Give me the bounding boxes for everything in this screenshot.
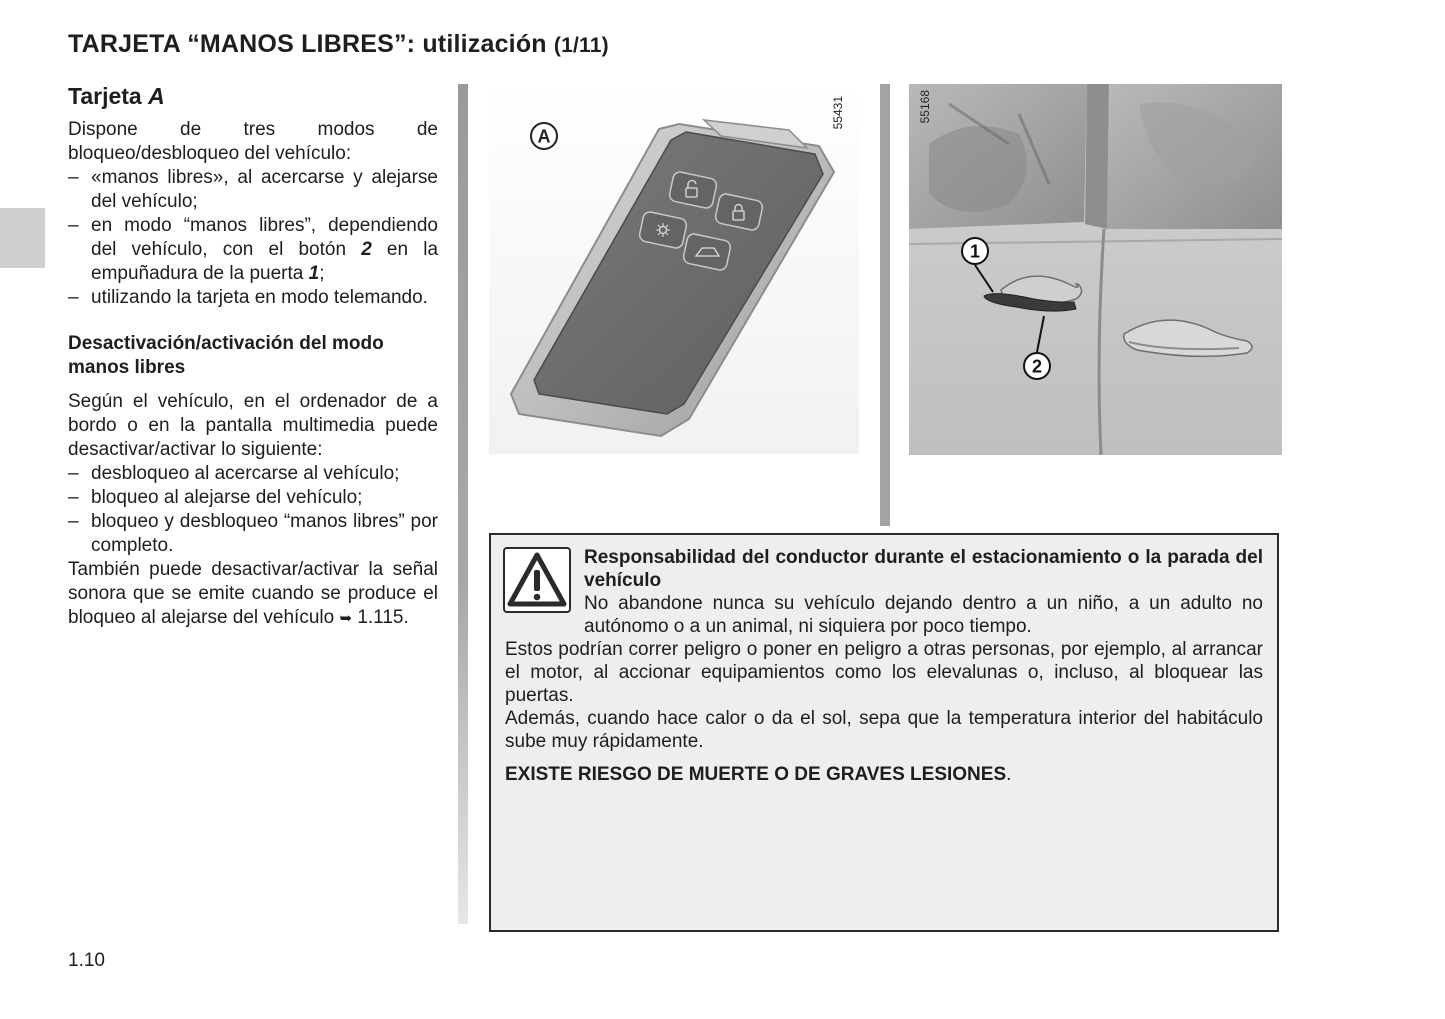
card-illustration (489, 84, 859, 454)
figure-code: 55431 (831, 96, 845, 130)
list-item: – en modo “manos libres”, dependiendo del vehículo, con el botón 2 en la empuñadura de la puerta 1; (68, 215, 439, 284)
callout-1: 1 (969, 241, 981, 262)
page-title-main: TARJETA “MANOS LIBRES”: utilización (68, 30, 547, 58)
subheading: Desactivación/activación del modo manos libres (68, 333, 384, 378)
card-heading: Tarjeta A (68, 83, 165, 109)
callout-a: A (537, 126, 551, 147)
section-tab (0, 208, 45, 268)
warning-text: Estos podrían correr peligro o poner en peligro a otras personas, por ejemplo, al arrancar el motor, al accionar equipamientos como los elevalunas o, incluso, al bloquear las puertas. (505, 639, 1263, 706)
options-list (68, 462, 438, 558)
warning-text: No abandone nunca su vehículo dejando dentro a un niño, a un adulto no autónomo o a un animal, ni siquiera por poco tiempo. (584, 593, 1263, 637)
list-item: – desbloqueo al acercarse al vehículo; (68, 463, 400, 484)
modes-list (68, 166, 438, 310)
body-paragraph-2: También puede desactivar/activar la señal sonora que se emite cuando se produce el bloqueo al alejarse del vehículo ➥ 1.115. (68, 559, 438, 628)
callout-2: 2 (1031, 356, 1043, 377)
warning-text: Además, cuando hace calor o da el sol, sepa que la temperatura interior del habitáculo sube muy rápidamente. (505, 708, 1263, 752)
left-column (68, 82, 438, 631)
warning-icon (503, 547, 571, 613)
page-reference: 1.115. (352, 607, 409, 628)
door-handle-illustration (909, 84, 1282, 455)
warning-final: EXISTE RIESGO DE MUERTE O DE GRAVES LESIONES. (505, 764, 1012, 785)
column-divider (458, 84, 468, 924)
list-item: – «manos libres», al acercarse y alejarse del vehículo; (68, 167, 438, 212)
page-number: 1.10 (68, 950, 105, 971)
list-item: – utilizando la tarjeta en modo telemando. (68, 287, 428, 308)
intro-text: Dispone de tres modos de bloqueo/desbloqueo del vehículo: (68, 119, 438, 164)
body-paragraph: Según el vehículo, en el ordenador de a bordo o en la pantalla multimedia puede desactivar/activar lo siguiente: (68, 391, 438, 460)
figure-code: 55168 (918, 90, 932, 124)
warning-box (489, 533, 1279, 932)
list-item: – bloqueo y desbloqueo “manos libres” por completo. (68, 511, 438, 556)
warning-heading: Responsabilidad del conductor durante el estacionamiento o la parada del vehículo (584, 547, 1263, 591)
page-reference-arrow-icon: ➥ (339, 610, 353, 627)
page-title (68, 30, 609, 59)
page-title-part: (1/11) (553, 34, 609, 57)
figure-divider (880, 84, 890, 526)
list-item: – bloqueo al alejarse del vehículo; (68, 487, 363, 508)
